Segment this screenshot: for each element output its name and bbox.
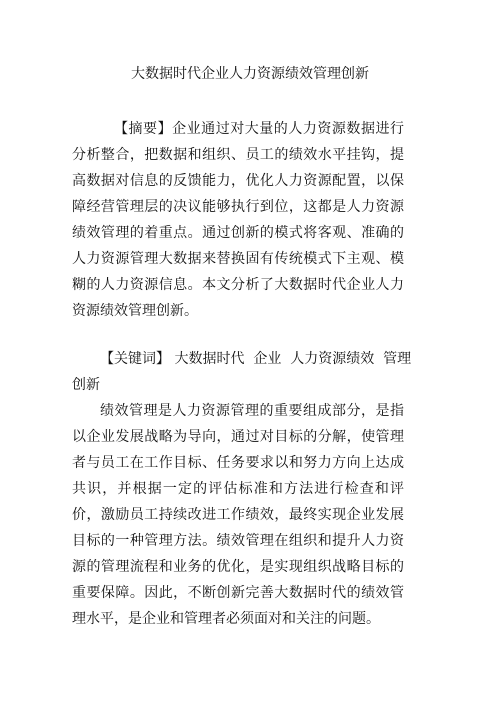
keywords-terms-continued: 创新	[72, 377, 100, 393]
abstract-section	[72, 116, 404, 324]
document-title: 大数据时代企业人力资源绩效管理创新	[131, 66, 369, 82]
body-paragraph: 绩效管理是人力资源管理的重要组成部分，是指以企业发展战略为导向，通过对目标的分解，使管理者与员工在工作目标、任务要求以和努力方向上达成共识，并根据一定的评估标准和方法进行检查和评价，激励员工持续改进工作绩效，最终实现企业发展目标的一种管理方法。绩效管理在组织和提升人力资源的管理流程和业务的优化，是实现组织战略目标的重要保障。因此，不断创新完善大数据时代的绩效管理水平，是企业和管理者必须面对和关注的问题。	[72, 403, 404, 627]
keywords-line	[72, 346, 412, 372]
keywords-section	[72, 346, 412, 398]
keywords-label: 【关键词】	[100, 351, 170, 367]
keywords-terms: 大数据时代 企业 人力资源绩效 管理	[174, 351, 412, 367]
abstract-label: 【摘要】	[114, 121, 173, 137]
abstract-body: 企业通过对大量的人力资源数据进行分析整合，把数据和组织、员工的绩效水平挂钩，提高数据对信息的反馈能力，优化人力资源配置，以保障经营管理层的决议能够执行到位，这都是人力资源绩效管理的着重点。通过创新的模式将客观、准确的人力资源管理大数据来替换固有传统模式下主观、模糊的人力资源信息。本文分析了大数据时代企业人力资源绩效管理创新。	[72, 121, 405, 319]
abstract-text	[72, 116, 404, 324]
